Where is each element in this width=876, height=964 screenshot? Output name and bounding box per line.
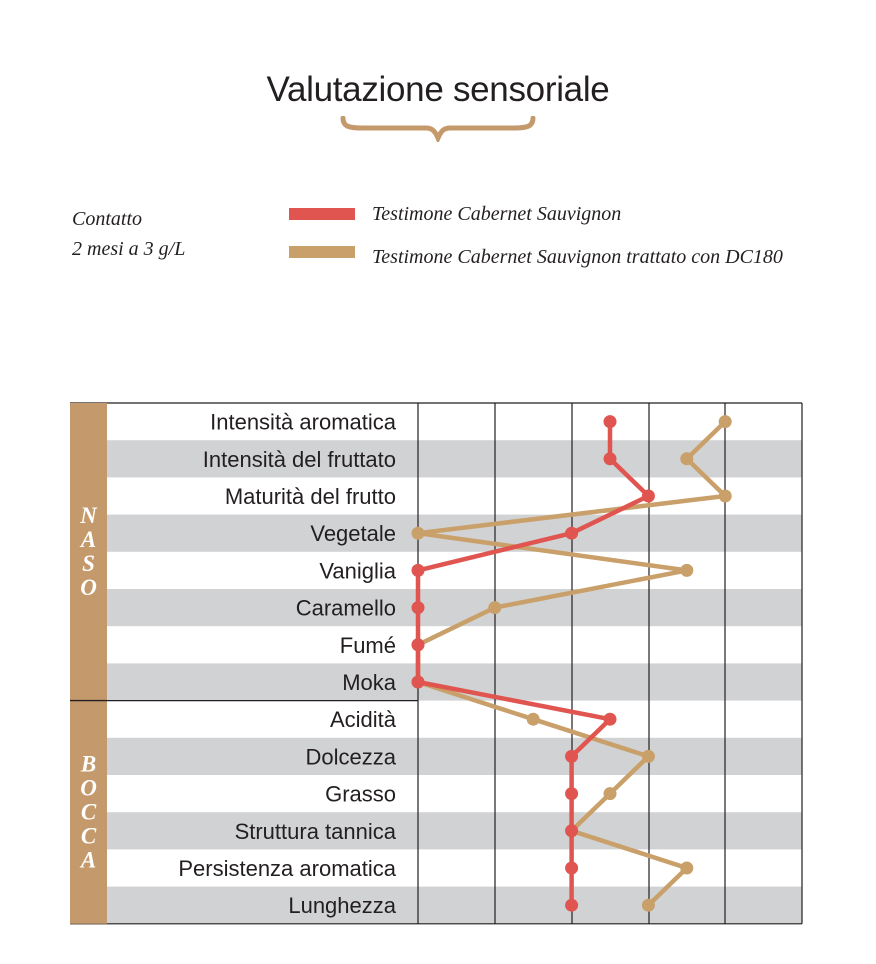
category-label: Vaniglia — [319, 558, 396, 584]
legend-label-control: Testimone Cabernet Sauvignon — [372, 203, 622, 225]
category-label: Fumé — [339, 632, 396, 658]
series-point-1 — [412, 527, 425, 540]
category-label: Intensità del fruttato — [202, 446, 396, 472]
sidebar-letter: A — [80, 847, 97, 873]
legend-label-treated: Testimone Cabernet Sauvignon trattato con DC180 — [372, 246, 783, 268]
series-point-0 — [412, 601, 425, 614]
series-point-0 — [642, 490, 655, 503]
series-point-0 — [604, 713, 617, 726]
row-band — [107, 589, 802, 626]
series-point-1 — [680, 564, 693, 577]
series-point-1 — [642, 750, 655, 763]
sidebar-letter: O — [80, 575, 97, 600]
category-label: Persistenza aromatica — [178, 856, 396, 881]
row-band — [107, 738, 802, 775]
series-point-0 — [565, 899, 578, 912]
sidebar-letter: N — [80, 503, 97, 528]
contact-dose: 2 mesi a 3 g/L — [72, 238, 186, 260]
series-point-0 — [565, 787, 578, 800]
category-label: Dolcezza — [305, 744, 396, 770]
series-point-0 — [412, 676, 425, 689]
series-point-0 — [565, 824, 578, 837]
series-point-1 — [719, 415, 732, 428]
page-title: Valutazione sensoriale — [266, 70, 610, 109]
sidebar-letter: S — [82, 551, 95, 576]
sidebar-letter: A — [80, 527, 97, 552]
series-point-1 — [680, 452, 693, 465]
series-point-1 — [680, 862, 693, 875]
series-point-0 — [565, 862, 578, 875]
category-label: Lunghezza — [288, 893, 396, 919]
series-point-1 — [488, 601, 501, 614]
category-label: Vegetale — [310, 521, 396, 547]
sidebar-letter: C — [80, 823, 97, 849]
sidebar-letter: B — [80, 751, 97, 777]
category-label: Grasso — [325, 781, 396, 807]
series-point-0 — [604, 415, 617, 428]
category-label: Acidità — [329, 707, 396, 733]
series-point-1 — [527, 713, 540, 726]
series-point-0 — [565, 527, 578, 540]
sidebar-letter: O — [80, 775, 97, 801]
sidebar-letter: C — [80, 799, 97, 825]
series-point-1 — [719, 490, 732, 503]
category-label: Maturità del frutto — [224, 484, 396, 509]
row-band — [107, 812, 802, 849]
series-point-0 — [604, 452, 617, 465]
category-label: Intensità aromatica — [210, 409, 396, 435]
row-band — [107, 515, 802, 552]
series-point-0 — [412, 564, 425, 577]
series-point-0 — [565, 750, 578, 763]
series-point-1 — [642, 899, 655, 912]
contact-label: Contatto — [72, 208, 143, 230]
series-point-1 — [604, 787, 617, 800]
row-band — [107, 887, 802, 924]
category-label: Caramello — [295, 595, 396, 621]
category-label: Moka — [342, 670, 396, 695]
category-label: Struttura tannica — [234, 818, 396, 844]
series-point-0 — [412, 638, 425, 651]
